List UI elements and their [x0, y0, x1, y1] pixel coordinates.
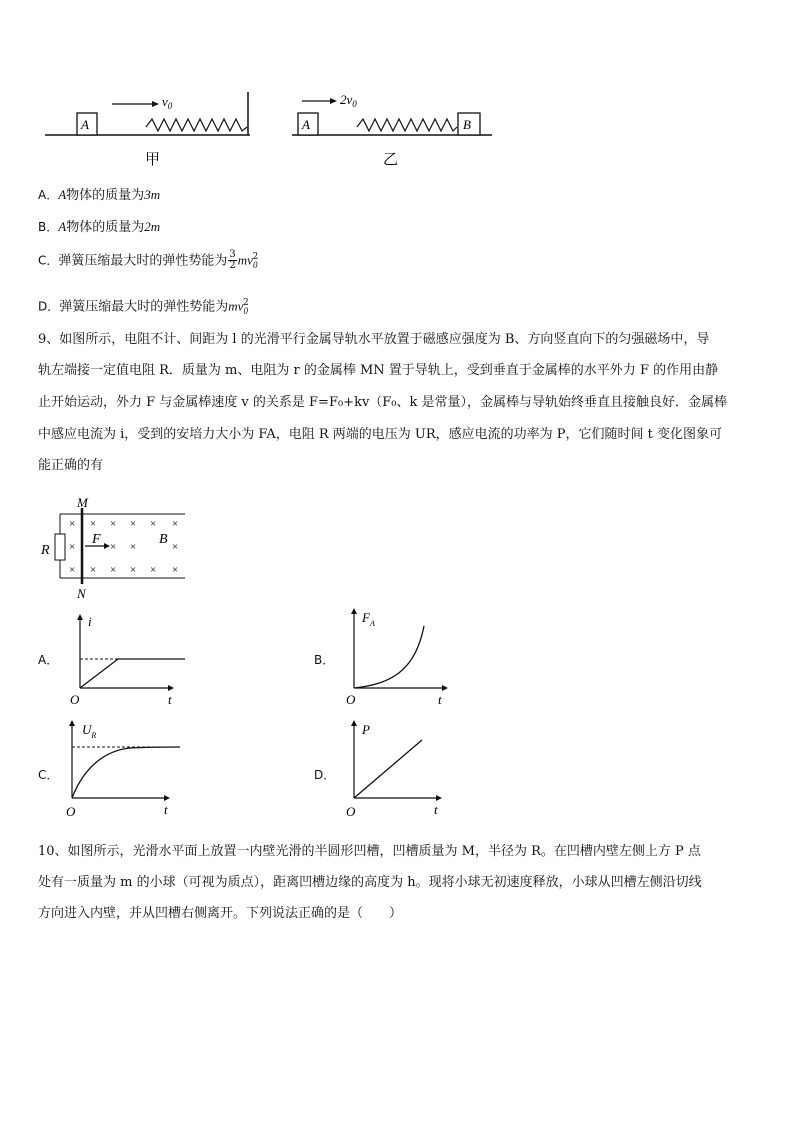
graph-b-label: B． [314, 653, 335, 667]
svg-text:UR [82, 722, 96, 740]
q8-option-c-expr: mv [237, 252, 253, 268]
graph-b [340, 604, 460, 708]
graph-d [340, 716, 460, 820]
q9-line-5: 能正确的有 [38, 458, 104, 473]
spring-blocks-diagram [40, 82, 510, 172]
graph-a-curve [80, 659, 185, 688]
field-cross: × [110, 518, 117, 530]
graph-b-curve [354, 626, 424, 688]
field-label: B [159, 532, 168, 547]
graph-c-origin: O [66, 804, 76, 819]
q8-option-d-label: D． [38, 299, 60, 314]
field-cross: × [110, 541, 117, 553]
svg-text:v0 [162, 94, 173, 111]
spring-left [146, 119, 247, 131]
q8-option-c-fraction: $\frac{3}{2}$ [229, 249, 236, 272]
graph-a-y-axis: i [88, 614, 92, 629]
field-cross: × [172, 541, 179, 553]
q8-option-b [38, 218, 160, 237]
q8-option-d-expr: mv [228, 298, 244, 314]
block-a-right-label: A [302, 117, 310, 132]
q8-option-a-expr: 3m [144, 187, 161, 202]
graph-d-curve [354, 740, 422, 798]
field-cross: × [130, 518, 137, 530]
field-cross: × [69, 564, 76, 576]
graph-d-label: D． [314, 768, 336, 782]
graph-a-x-axis: t [168, 692, 172, 707]
graph-c-curve [72, 747, 180, 798]
graph-c [60, 716, 190, 820]
q9-line-2: 轨左端接一定值电阻 R．质量为 m、电阻为 r 的金属棒 MN 置于导轨上，受到垂直于金属棒的水平外力 F 的作用由静 [38, 363, 719, 378]
arrow-left-head [152, 101, 159, 107]
rod-top-label: M [77, 496, 88, 510]
graph-a-plot [68, 612, 196, 708]
q8-option-c: C．弹簧压缩最大时的弹性势能为 $\frac{3}{2}$ $mv_0^2$ [38, 249, 259, 272]
graph-c-label: C． [38, 768, 59, 782]
graph-b-y-axis: F [362, 610, 370, 625]
q10-line-2: 处有一质量为 m 的小球（可视为质点），距离凹槽边缘的高度为 h。现将小球无初速度释放，小球从凹槽左侧沿切线 [38, 875, 702, 890]
q10-line-3: 方向进入内壁，并从凹槽右侧离开。下列说法正确的是（ ） [38, 906, 403, 921]
graph-c-y-axis-sub: R [91, 731, 97, 740]
field-cross: × [110, 564, 117, 576]
graph-b-plot [340, 604, 460, 708]
field-cross: × [172, 518, 179, 530]
q9-line-4: 中感应电流为 i，受到的安培力大小为 FA，电阻 R 两端的电压为 UR，感应电流的功率为 P，它们随时间 t 变化图象可 [38, 427, 722, 442]
q8-option-a-text: 物体的质量为 [66, 188, 145, 203]
q9-line-3: 止开始运动，外力 F 与金属棒速度 v 的关系是 F=F₀+kv（F₀、k 是常量），金属棒与导轨始终垂直且接触良好．金属棒 [38, 395, 728, 410]
figure-spring-blocks [40, 82, 510, 172]
field-cross: × [150, 518, 157, 530]
block-b-right-label: B [463, 117, 471, 132]
block-a-left-label: A [81, 117, 89, 132]
q10-line-1: 10、如图所示，光滑水平面上放置一内壁光滑的半圆形凹槽，凹槽质量为 M，半径为 R。在凹槽内壁左侧上方 P 点 [38, 844, 701, 859]
velocity-left: v [162, 94, 168, 109]
field-cross: × [90, 518, 97, 530]
graph-c-x-axis: t [164, 802, 168, 817]
field-cross: × [90, 564, 97, 576]
spring-right [357, 119, 457, 131]
graph-d-plot [340, 716, 460, 820]
svg-text:2v0 [340, 92, 357, 109]
q8-option-a-label: A． [38, 188, 59, 202]
q8-option-b-label: B． [38, 220, 59, 234]
caption-left: 甲 [145, 152, 161, 168]
q8-option-d: D．弹簧压缩最大时的弹性势能为$mv_0^2$ [38, 298, 249, 316]
graph-a-label: A． [38, 653, 59, 667]
caption-right: 乙 [383, 152, 399, 168]
q8-option-a [38, 186, 160, 205]
graph-c-y-axis: U [82, 722, 92, 737]
arrow-right-head [330, 98, 337, 104]
force-label: F [92, 532, 101, 547]
graph-a-origin: O [70, 692, 80, 707]
graph-b-x-axis: t [438, 692, 442, 707]
graph-d-origin: O [346, 804, 356, 819]
graph-c-plot [60, 716, 190, 820]
q9-line-1: 9、如图所示，电阻不计、间距为 l 的光滑平行金属导轨水平放置于磁感应强度为 B、方向竖直向下的匀强磁场中，导 [38, 332, 710, 347]
q8-option-c-label: C． [38, 253, 59, 268]
graph-a [68, 612, 196, 708]
resistor [55, 534, 65, 560]
graph-b-y-axis-sub: A [369, 619, 375, 628]
rod-bottom-label: N [77, 586, 86, 600]
graph-b-origin: O [346, 692, 356, 707]
field-cross: × [172, 564, 179, 576]
velocity-right: 2v [340, 92, 353, 107]
svg-text:FA [361, 610, 375, 628]
q8-option-b-expr: 2m [144, 219, 161, 234]
field-cross: × [150, 564, 157, 576]
graph-d-y-axis: P [362, 722, 370, 737]
q8-option-b-text: 物体的质量为 [66, 220, 145, 235]
field-cross: × [130, 541, 137, 553]
resistor-label: R [41, 543, 50, 558]
q8-option-d-text: 弹簧压缩最大时的弹性势能为 [59, 299, 229, 315]
q8-option-b-var: A [58, 219, 67, 234]
q8-option-a-var: A [58, 187, 67, 202]
graph-d-x-axis: t [434, 802, 438, 817]
field-cross: × [69, 541, 76, 553]
q8-option-c-text: 弹簧压缩最大时的弹性势能为 [58, 253, 228, 269]
velocity-right-sub: 0 [352, 99, 357, 109]
field-cross: × [69, 518, 76, 530]
figure-circuit [38, 496, 198, 600]
velocity-left-sub: 0 [167, 101, 173, 111]
field-cross: × [130, 564, 137, 576]
circuit-diagram [38, 496, 198, 600]
